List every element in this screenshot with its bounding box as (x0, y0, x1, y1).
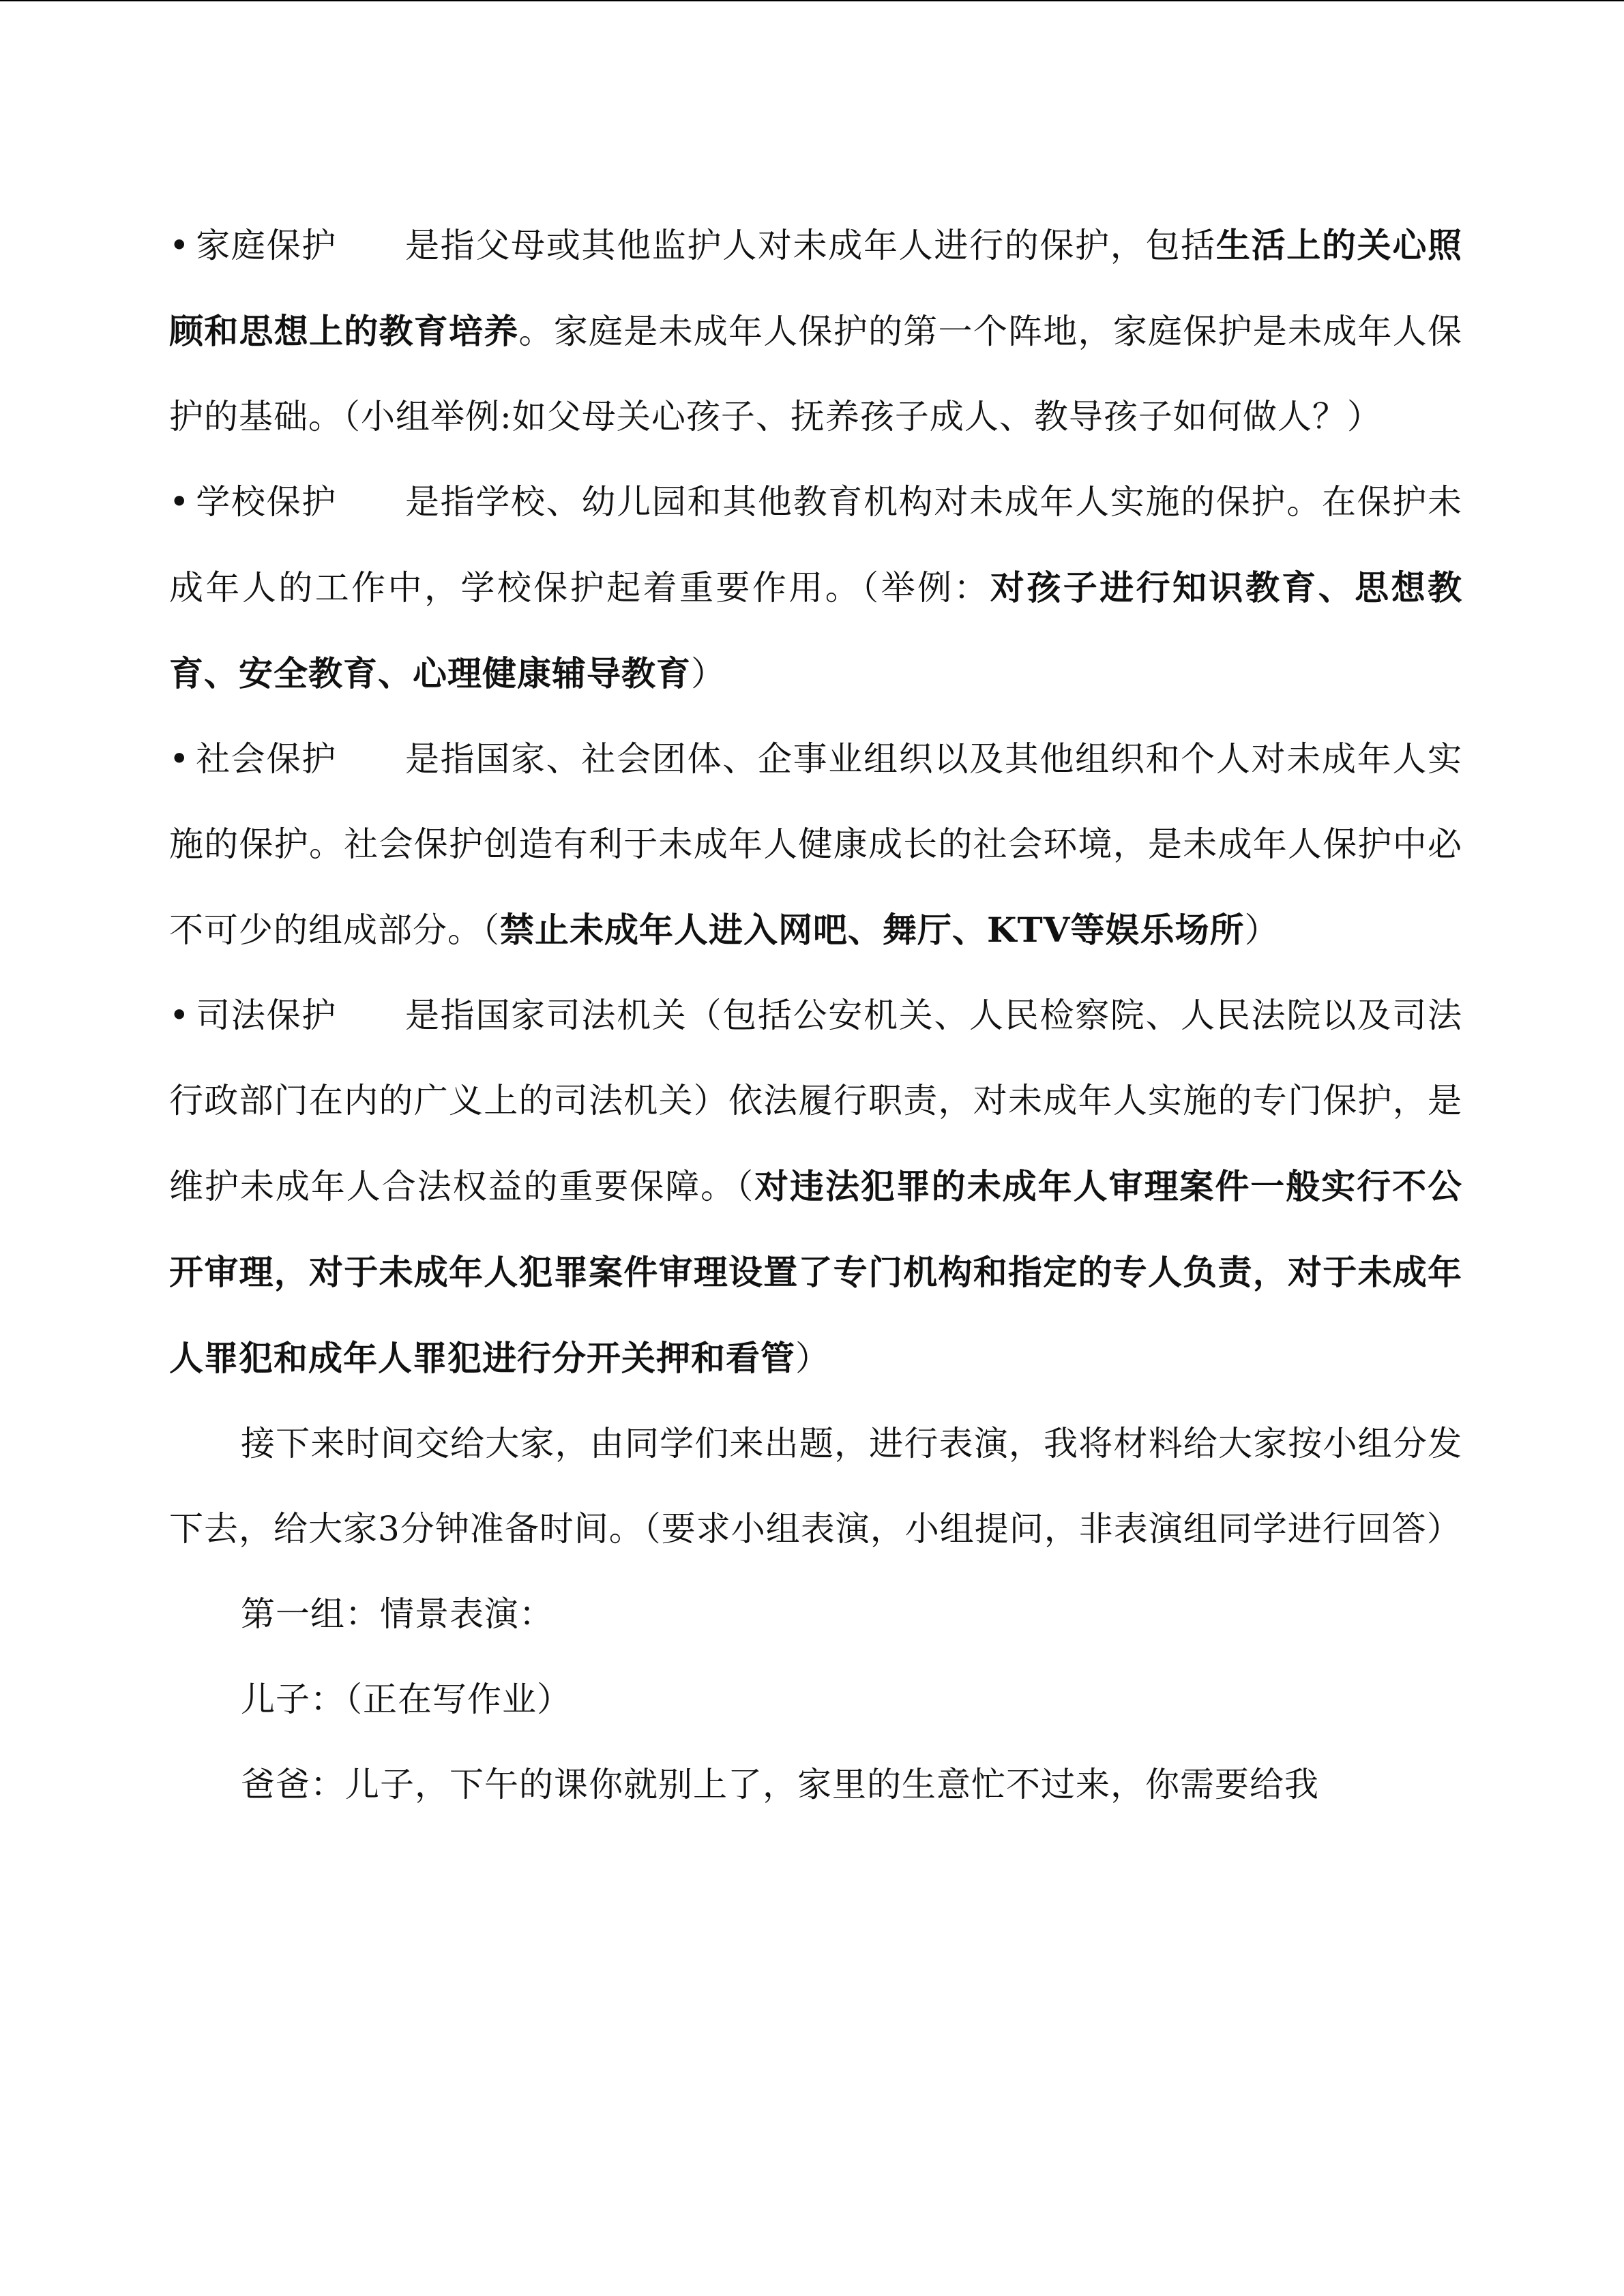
bullet-marker: • (169, 482, 190, 522)
section-emphasis: 对违法犯罪的未成年人审理案件一般实行不公开审理，对于未成年人犯罪案件审理设置了专门机构和指定的专人负责，对于未成年人罪犯和成年人罪犯进行分开关押和看管 (169, 1166, 1463, 1378)
section-school-protection (169, 460, 1462, 717)
section-emphasis: 生活上的关心照顾和思想上的教育培养 (169, 225, 1463, 351)
section-text: 是指父母或其他监护人对未成年人进行的保护，包括 (404, 226, 1216, 265)
section-emphasis: 对孩子进行知识教育、思想教育、安全教育、心理健康辅导教育 (169, 567, 1463, 694)
section-text-end: ） (1244, 910, 1280, 950)
section-judicial-protection (169, 973, 1462, 1401)
section-text: 是指国家、社会团体、企事业组织以及其他组织和个人对未成年人实施的保护。社会保护创造有利于未成年人健康成长的社会环境，是未成年人保护中必不可少的组成部分。（ (169, 739, 1463, 950)
bullet-marker: • (169, 996, 190, 1035)
section-text-end: ） (795, 1339, 830, 1378)
section-text-end: ） (691, 654, 726, 694)
section-term: 社会保护 (195, 739, 337, 779)
dialogue-dad: 爸爸：儿子，下午的课你就别上了，家里的生意忙不过来，你需要给我 (241, 1765, 1319, 1804)
bullet-marker: • (169, 739, 190, 779)
group-one-heading: 第一组：情景表演： (241, 1594, 554, 1634)
section-text: 是指学校、幼儿园和其他教育机构对未成年人实施的保护。在保护未成年人的工作中，学校保护起着重要作用。（举例： (169, 482, 1463, 608)
section-text-end: 。家庭是未成年人保护的第一个阵地，家庭保护是未成年人保护的基础。（小组举例:如父母关心孩子、抚养孩子成人、教导孩子如何做人？） (169, 312, 1462, 436)
section-term: 学校保护 (195, 482, 337, 522)
document-body (169, 203, 1462, 1828)
dialogue-son: 儿子：（正在写作业） (241, 1680, 572, 1719)
bullet-marker: • (169, 226, 190, 265)
section-text: 是指国家司法机关（包括公安机关、人民检察院、人民法院以及司法行政部门在内的广义上的司法机关）依法履行职责，对未成年人实施的专门保护，是维护未成年人合法权益的重要保障。（ (169, 996, 1463, 1206)
section-term: 家庭保护 (195, 226, 337, 265)
section-emphasis: 禁止未成年人进入网吧、舞厅、KTV等娱乐场所 (500, 910, 1245, 950)
section-family-protection (169, 203, 1462, 460)
intro-paragraph: 接下来时间交给大家，由同学们来出题，进行表演，我将材料给大家按小组分发下去，给大家3分钟准备时间。（要求小组表演，小组提问，非表演组同学进行回答） (169, 1424, 1462, 1549)
section-term: 司法保护 (195, 996, 337, 1035)
section-society-protection (169, 717, 1462, 973)
